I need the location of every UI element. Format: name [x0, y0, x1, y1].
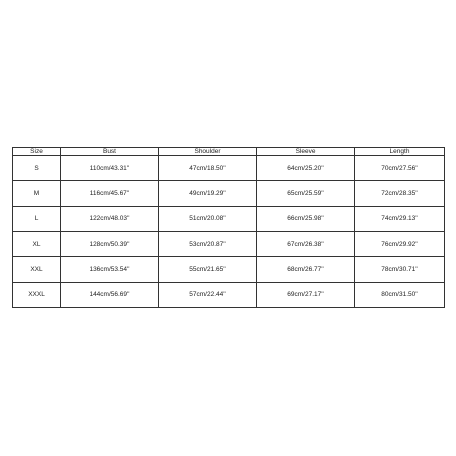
cell-size: XXXL	[13, 282, 61, 307]
header-shoulder: Shoulder	[159, 148, 257, 156]
cell-bust: 128cm/50.39''	[61, 231, 159, 256]
cell-length: 76cm/29.92''	[355, 231, 445, 256]
header-size: Size	[13, 148, 61, 156]
cell-size: S	[13, 156, 61, 181]
cell-sleeve: 67cm/26.38''	[257, 231, 355, 256]
cell-sleeve: 64cm/25.20''	[257, 156, 355, 181]
table-header	[13, 148, 445, 156]
cell-shoulder: 55cm/21.65''	[159, 257, 257, 282]
cell-sleeve: 69cm/27.17''	[257, 282, 355, 307]
cell-size: L	[13, 206, 61, 231]
cell-length: 70cm/27.56''	[355, 156, 445, 181]
cell-length: 74cm/29.13''	[355, 206, 445, 231]
header-row	[13, 148, 445, 156]
cell-sleeve: 65cm/25.59''	[257, 181, 355, 206]
table-row	[13, 257, 445, 282]
cell-bust: 122cm/48.03''	[61, 206, 159, 231]
table-row	[13, 156, 445, 181]
cell-shoulder: 47cm/18.50''	[159, 156, 257, 181]
cell-size: XL	[13, 231, 61, 256]
table-row	[13, 206, 445, 231]
size-chart-table	[12, 147, 445, 308]
header-length: Length	[355, 148, 445, 156]
cell-bust: 144cm/56.69''	[61, 282, 159, 307]
cell-shoulder: 49cm/19.29''	[159, 181, 257, 206]
cell-bust: 110cm/43.31''	[61, 156, 159, 181]
cell-length: 78cm/30.71''	[355, 257, 445, 282]
table-row	[13, 181, 445, 206]
cell-size: M	[13, 181, 61, 206]
cell-length: 80cm/31.50''	[355, 282, 445, 307]
cell-shoulder: 51cm/20.08''	[159, 206, 257, 231]
cell-bust: 116cm/45.67''	[61, 181, 159, 206]
table-row	[13, 282, 445, 307]
cell-sleeve: 66cm/25.98''	[257, 206, 355, 231]
cell-shoulder: 53cm/20.87''	[159, 231, 257, 256]
cell-shoulder: 57cm/22.44''	[159, 282, 257, 307]
cell-length: 72cm/28.35''	[355, 181, 445, 206]
header-sleeve: Sleeve	[257, 148, 355, 156]
cell-size: XXL	[13, 257, 61, 282]
table-row	[13, 231, 445, 256]
header-bust: Bust	[61, 148, 159, 156]
cell-sleeve: 68cm/26.77''	[257, 257, 355, 282]
table-body	[13, 156, 445, 308]
cell-bust: 136cm/53.54''	[61, 257, 159, 282]
